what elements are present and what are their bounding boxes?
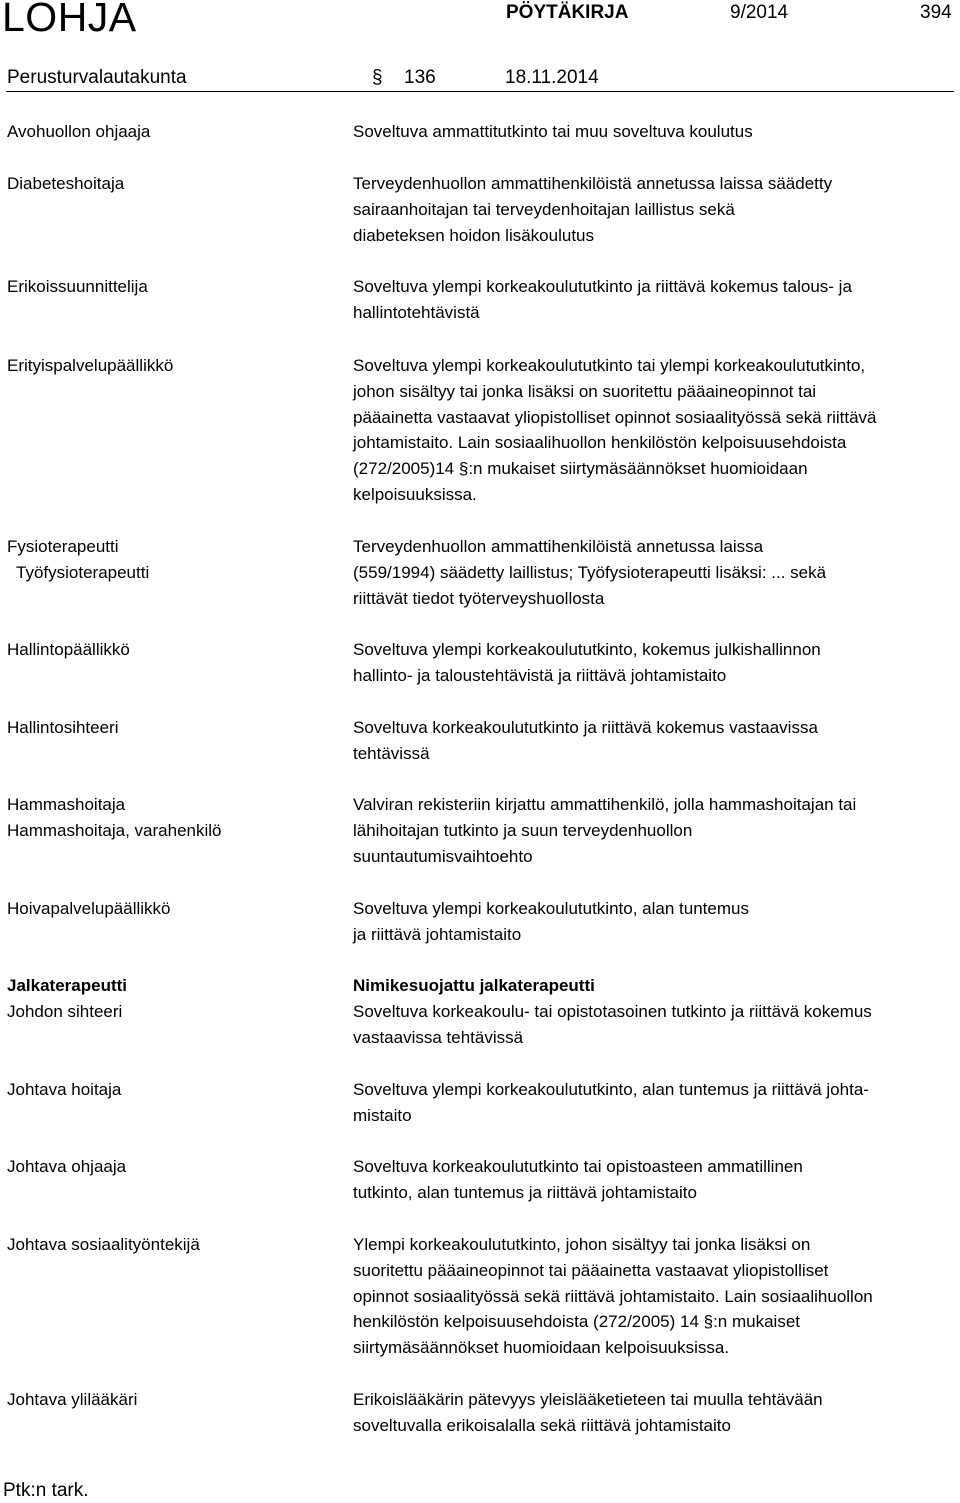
city-logo: LOHJA xyxy=(2,0,137,40)
requirement-line: Soveltuva korkeakoulututkinto ja riittävä kokemus vastaavissa xyxy=(353,718,818,737)
meeting-date: 18.11.2014 xyxy=(505,67,599,88)
requirement-line: hallintotehtävistä xyxy=(353,302,480,322)
requirement-line: diabeteksen hoidon lisäkoulutus xyxy=(353,225,595,245)
job-title xyxy=(7,715,327,741)
requirement-line: vastaavissa tehtävissä xyxy=(353,1027,524,1047)
job-title-line: Hallintopäällikkö xyxy=(7,640,130,659)
qualification-requirement xyxy=(353,171,958,248)
requirement-line: pääainetta vastaavat yliopistolliset opinnot sosiaalityössä sekä riittävä xyxy=(353,407,877,427)
requirement-line: ja riittävä johtamistaito xyxy=(353,924,522,944)
requirement-line: (559/1994) säädetty laillistus; Työfysioterapeutti lisäksi: ... sekä xyxy=(353,562,827,582)
job-title-line: Diabeteshoitaja xyxy=(7,174,125,193)
qualification-requirement xyxy=(353,715,958,767)
section-symbol: § xyxy=(372,67,383,88)
job-title xyxy=(7,1154,327,1180)
job-title-line: Hallintosihteeri xyxy=(7,718,119,737)
requirement-line: Valviran rekisteriin kirjattu ammattihenkilö, jolla hammashoitajan tai xyxy=(353,795,857,814)
job-title xyxy=(7,1387,327,1413)
job-title xyxy=(7,1232,327,1258)
requirement-line: Soveltuva ylempi korkeakoulututkinto ja riittävä kokemus talous- ja xyxy=(353,277,852,296)
requirement-line: Soveltuva ylempi korkeakoulututkinto, alan tuntemus xyxy=(353,899,749,918)
job-title-line: Fysioterapeutti xyxy=(7,537,119,556)
job-title xyxy=(7,171,327,197)
qualification-requirement xyxy=(353,1232,958,1361)
qualification-requirement xyxy=(353,119,958,145)
requirement-line: soveltuvalla erikoisalalla sekä riittävä johtamistaito xyxy=(353,1415,731,1435)
requirement-line: Soveltuva korkeakoulu- tai opistotasoinen tutkinto ja riittävä kokemus xyxy=(353,1001,872,1021)
job-title-line: Avohuollon ohjaaja xyxy=(7,122,151,141)
requirement-line: Nimikesuojattu jalkaterapeutti xyxy=(353,976,595,995)
requirement-line: suoritettu pääaineopinnot tai pääainetta vastaavat yliopistolliset xyxy=(353,1260,829,1280)
requirement-line: johon sisältyy tai jonka lisäksi on suoritettu pääaineopinnot tai xyxy=(353,381,817,401)
job-title xyxy=(7,119,327,145)
requirement-line: lähihoitajan tutkinto ja suun terveydenhuollon xyxy=(353,820,693,840)
requirement-line: Soveltuva ammattitutkinto tai muu soveltuva koulutus xyxy=(353,122,753,141)
committee-name: Perusturvalautakunta xyxy=(7,67,187,88)
qualification-requirement xyxy=(353,896,958,948)
qualification-requirement xyxy=(353,1077,958,1129)
job-title xyxy=(7,896,327,922)
requirement-line: Soveltuva ylempi korkeakoulututkinto tai ylempi korkeakoulututkinto, xyxy=(353,356,866,375)
job-title-line: Erityispalvelupäällikkö xyxy=(7,356,174,375)
qualification-requirement xyxy=(353,1387,958,1439)
job-title-line: Johtava sosiaalityöntekijä xyxy=(7,1235,200,1254)
qualification-requirement xyxy=(353,274,958,326)
job-title xyxy=(7,1077,327,1103)
requirement-line: sairaanhoitajan tai terveydenhoitajan laillistus sekä xyxy=(353,199,735,219)
section-number: 136 xyxy=(404,67,436,88)
requirement-line: Soveltuva korkeakoulututkinto tai opistoasteen ammatillinen xyxy=(353,1157,803,1176)
header-divider xyxy=(6,91,954,92)
page-number: 394 xyxy=(920,2,952,23)
job-title-line: Hammashoitaja, varahenkilö xyxy=(7,820,222,840)
requirement-line: hallinto- ja taloustehtävistä ja riittävä johtamistaito xyxy=(353,665,727,685)
job-title-line: Työfysioterapeutti xyxy=(16,562,150,582)
requirement-line: mistaito xyxy=(353,1105,412,1125)
job-title-line: Johtava ohjaaja xyxy=(7,1157,127,1176)
job-title xyxy=(7,534,327,586)
job-title-line: Johdon sihteeri xyxy=(7,1001,123,1021)
requirement-line: Soveltuva ylempi korkeakoulututkinto, alan tuntemus ja riittävä johta- xyxy=(353,1080,869,1099)
job-title xyxy=(7,792,327,844)
requirement-line: opinnot sosiaalityössä sekä riittävä johtamistaito. Lain sosiaalihuollon xyxy=(353,1286,873,1306)
requirement-line: Terveydenhuollon ammattihenkilöistä annetussa laissa xyxy=(353,537,764,556)
requirement-line: riittävät tiedot työterveyshuollosta xyxy=(353,588,605,608)
requirement-line: henkilöstön kelpoisuusehdoista (272/2005) 14 §:n mukaiset xyxy=(353,1312,801,1332)
requirement-line: suuntautumisvaihtoehto xyxy=(353,846,533,866)
document-type: PÖYTÄKIRJA xyxy=(506,2,629,23)
job-title-line: Jalkaterapeutti xyxy=(7,976,127,995)
qualification-requirement xyxy=(353,973,958,1050)
document-issue: 9/2014 xyxy=(730,2,789,23)
job-title xyxy=(7,973,327,1025)
qualification-requirement xyxy=(353,534,958,611)
requirement-line: tehtävissä xyxy=(353,743,430,763)
qualification-requirement xyxy=(353,792,958,869)
requirement-line: (272/2005)14 §:n mukaiset siirtymäsäännökset huomioidaan xyxy=(353,459,808,479)
job-title-line: Johtava hoitaja xyxy=(7,1080,122,1099)
job-title-line: Hoivapalvelupäällikkö xyxy=(7,899,171,918)
requirement-line: kelpoisuuksissa. xyxy=(353,484,477,504)
job-title-line: Erikoissuunnittelija xyxy=(7,277,148,296)
requirement-line: Erikoislääkärin pätevyys yleislääketieteen tai muulla tehtävään xyxy=(353,1390,823,1409)
requirement-line: Soveltuva ylempi korkeakoulututkinto, kokemus julkishallinnon xyxy=(353,640,821,659)
requirement-line: tutkinto, alan tuntemus ja riittävä johtamistaito xyxy=(353,1182,697,1202)
requirement-line: johtamistaito. Lain sosiaalihuollon henkilöstön kelpoisuusehdoista xyxy=(353,433,847,453)
job-title-line: Johtava ylilääkäri xyxy=(7,1390,138,1409)
job-title xyxy=(7,637,327,663)
job-title xyxy=(7,353,327,379)
footer-checker-note: Ptk:n tark. xyxy=(3,1480,89,1501)
qualification-requirement xyxy=(353,353,958,508)
job-title-line: Hammashoitaja xyxy=(7,795,126,814)
requirement-line: Ylempi korkeakoulututkinto, johon sisältyy tai jonka lisäksi on xyxy=(353,1235,811,1254)
job-title xyxy=(7,274,327,300)
requirement-line: Terveydenhuollon ammattihenkilöistä annetussa laissa säädetty xyxy=(353,174,833,193)
qualification-requirement xyxy=(353,1154,958,1206)
qualification-requirement xyxy=(353,637,958,689)
requirement-line: siirtymäsäännökset huomioidaan kelpoisuuksissa. xyxy=(353,1338,730,1358)
